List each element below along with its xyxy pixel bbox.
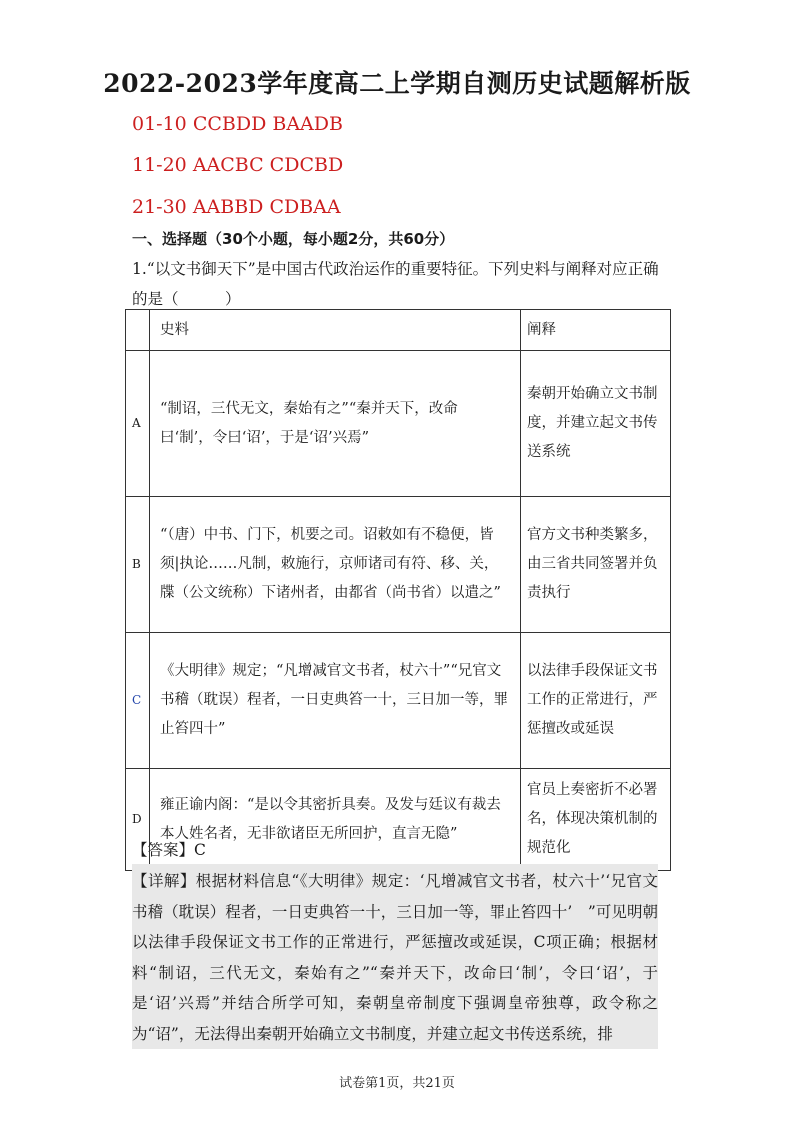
page-title: 2022-2023学年度高二上学期自测历史试题解析版: [103, 69, 691, 98]
answer-key-line-2: 11-20 AACBC CDCBD: [132, 154, 344, 176]
interpretation-cell: 秦朝开始确立文书制度，并建立起文书传送系统: [521, 351, 671, 497]
table-row: [126, 351, 671, 497]
table-header-row: [126, 310, 671, 351]
section-header: 一、选择题（30个小题，每小题2分，共60分）: [132, 230, 455, 248]
page-footer: 试卷第1页，共21页: [339, 1076, 455, 1091]
detail-explanation: 【详解】根据材料信息“《大明律》规定：‘凡增减官文书者，杖六十’‘兄官文书稽（耽误）程者，一日吏典笞一十，三日加一等，罪止笞四十’ ”可见明朝以法律手段保证文书工作的正常进行，严惩擅改或延误，C项正确；根据材料“制诏，三代无文，秦始有之”“秦并天下，改命曰‘制’，令曰‘诏’，于是‘诏’兴焉”并结合所学可知，秦朝皇帝制度下强调皇帝独尊，政令称之为“诏”，无法得出秦朝开始确立文书制度，并建立起文书传送系统，排: [132, 864, 658, 1049]
table-row: [126, 769, 671, 871]
source-cell: “制诏，三代无文，秦始有之”“秦并天下，改命曰‘制’，令曰‘诏’，于是‘诏’兴焉”: [150, 351, 521, 497]
option-label: C: [126, 633, 150, 769]
question-table: [125, 309, 671, 871]
option-label: A: [126, 351, 150, 497]
interpretation-cell: 以法律手段保证文书工作的正常进行，严惩擅改或延误: [521, 633, 671, 769]
table-header-source: 史料: [150, 310, 521, 351]
source-cell: “（唐）中书、门下，机要之司。诏敕如有不稳便，皆须|执论……凡制，敕施行，京师诸司有符、移、关，牒（公文统称）下诸州者，由都省（尚书省）以遣之”: [150, 497, 521, 633]
table-row: [126, 497, 671, 633]
question-stem: 1.“以文书御天下”是中国古代政治运作的重要特征。下列史料与阐释对应正确的是（ ）: [132, 260, 659, 308]
option-label: B: [126, 497, 150, 633]
source-cell: 雍正谕内阁：“是以令其密折具奏。及发与廷议有裁去本人姓名者，无非欲诸臣无所回护，直言无隐”: [150, 769, 521, 871]
option-label: D: [126, 769, 150, 871]
source-cell: 《大明律》规定；“凡增减官文书者，杖六十”“兄官文书稽（耽误）程者，一日吏典笞一十，三日加一等，罪止笞四十”: [150, 633, 521, 769]
table-row: [126, 633, 671, 769]
interpretation-cell: 官方文书种类繁多，由三省共同签署并负责执行: [521, 497, 671, 633]
interpretation-cell: 官员上奏密折不必署名，体现决策机制的规范化: [521, 769, 671, 871]
table-header-interpretation: 阐释: [521, 310, 671, 351]
table-header-option: [126, 310, 150, 351]
answer-key-line-1: 01-10 CCBDD BAADB: [132, 113, 343, 135]
answer-text: 【答案】C: [132, 841, 206, 859]
answer-key-line-3: 21-30 AABBD CDBAA: [132, 196, 341, 218]
